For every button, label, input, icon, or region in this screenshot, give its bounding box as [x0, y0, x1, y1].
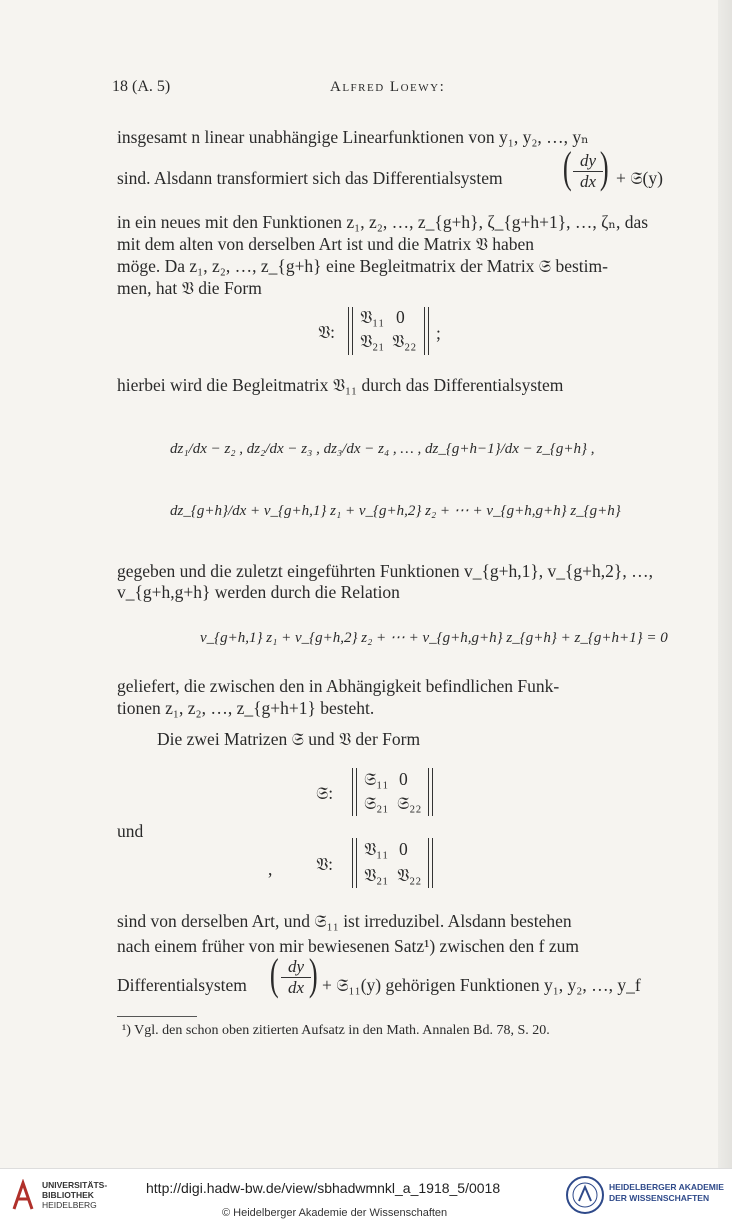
matrix-v2-22: 𝔙₂₂ — [397, 865, 422, 885]
matrix-v-22: 𝔙₂₂ — [392, 331, 417, 351]
text-line-9: v_{g+h,g+h} werden durch die Relation — [117, 582, 400, 602]
matrix-v-bar-left-1 — [348, 307, 349, 355]
fraction-dy-dx — [573, 151, 603, 192]
text-line-16a: Differentialsystem — [117, 975, 247, 995]
numerator-dy: dy — [573, 151, 603, 172]
text-line-11: tionen z₁, z₂, …, z_{g+h+1} besteht. — [117, 698, 375, 718]
university-library-logo-icon — [8, 1179, 38, 1213]
matrix-v-bar-left-2 — [352, 307, 353, 355]
fraction-dy-dx-2 — [281, 957, 311, 998]
text-line-6: men, hat 𝔙 die Form — [117, 278, 262, 298]
denominator-dx-2: dx — [287, 978, 305, 997]
matrix-v2-label: 𝔙: — [316, 854, 334, 874]
right-paren: ) — [599, 143, 609, 192]
page-reference: 18 (A. 5) — [112, 78, 171, 95]
viewer-footer — [0, 1168, 732, 1224]
equation-system-line-2: dz_{g+h}/dx + v_{g+h,1} z₁ + v_{g+h,2} z₂ + ⋯ + v_{g+h,g+h} z_{g+h} — [170, 503, 621, 519]
text-line-10: geliefert, die zwischen den in Abhängigkeit befindlichen Funk- — [117, 676, 560, 696]
library-name-line-2: BIBLIOTHEK — [42, 1190, 94, 1200]
right-paren-2: ) — [308, 950, 318, 999]
matrix-v2-bar-right-1 — [428, 838, 429, 888]
text-line-7: hierbei wird die Begleitmatrix 𝔙₁₁ durch das Differentialsystem — [117, 375, 564, 395]
text-line-5: möge. Da z₁, z₂, …, z_{g+h} eine Begleitmatrix der Matrix 𝔖 bestim- — [117, 256, 608, 276]
matrix-v2-bar-left-1 — [352, 838, 353, 888]
text-line-12: Die zwei Matrizen 𝔖 und 𝔙 der Form — [157, 729, 421, 749]
text-line-8: gegeben und die zuletzt eingeführten Funktionen v_{g+h,1}, v_{g+h,2}, …, — [117, 561, 653, 581]
permalink-url[interactable]: http://digi.hadw-bw.de/view/sbhadwmnkl_a_1918_5/0018 — [146, 1180, 501, 1196]
matrix-v2-bar-left-2 — [356, 838, 357, 888]
matrix-s-label: 𝔖: — [316, 783, 334, 803]
text-line-15: nach einem früher von mir bewiesenen Satz¹) zwischen den f zum — [117, 936, 580, 956]
matrix-s-bar-left-2 — [356, 768, 357, 816]
matrix-s-0: 0 — [399, 769, 408, 789]
matrix-v-label: 𝔙: — [318, 322, 336, 342]
text-line-13: und — [117, 821, 144, 841]
matrix-v-11: 𝔙₁₁ — [360, 307, 385, 327]
text-line-4: mit dem alten von derselben Art ist und die Matrix 𝔙 haben — [117, 234, 535, 254]
left-paren-2: ( — [269, 950, 279, 999]
numerator-dy-2: dy — [281, 957, 311, 978]
text-line-1: insgesamt n linear unabhängige Linearfunktionen von y₁, y₂, …, yₙ — [117, 127, 589, 147]
matrix-v-bar-right-2 — [428, 307, 429, 355]
relation-equation: v_{g+h,1} z₁ + v_{g+h,2} z₂ + ⋯ + v_{g+h,g+h} z_{g+h} + z_{g+h+1} = 0 — [200, 630, 668, 646]
matrix-s-21: 𝔖₂₁ — [364, 793, 389, 813]
text-line-16b: + 𝔖₁₁(y) gehörigen Funktionen y₁, y₂, …, y_f — [322, 975, 641, 995]
footnote: ¹) Vgl. den schon oben zitierten Aufsatz in den Math. Annalen Bd. 78, S. 20. — [122, 1023, 550, 1038]
matrix-v-21: 𝔙₂₁ — [360, 331, 385, 351]
footnote-rule — [117, 1016, 197, 1017]
matrix-v2-bar-right-2 — [432, 838, 433, 888]
copyright-notice: © Heidelberger Akademie der Wissenschaften — [222, 1207, 448, 1219]
page-edge — [718, 0, 732, 1168]
library-name-line-3: HEIDELBERG — [42, 1200, 97, 1210]
text-line-3: in ein neues mit den Funktionen z₁, z₂, …, z_{g+h}, ζ_{g+h+1}, …, ζₙ, das — [117, 212, 649, 232]
matrix-v-bar-right-1 — [424, 307, 425, 355]
matrix-v2-comma: , — [268, 859, 273, 879]
matrix-v-semicolon: ; — [436, 323, 441, 343]
matrix-s-bar-right-1 — [428, 768, 429, 816]
matrix-v2-11: 𝔙₁₁ — [364, 839, 389, 859]
academy-name-line-1: HEIDELBERGER AKADEMIE — [609, 1182, 724, 1192]
library-name-line-1: UNIVERSITÄTS- — [42, 1180, 108, 1190]
academy-seal-icon — [565, 1175, 605, 1215]
left-paren: ( — [562, 143, 572, 192]
matrix-v2-0: 0 — [399, 839, 408, 859]
matrix-v-0: 0 — [396, 307, 405, 327]
equation-system-line-1: dz₁/dx − z₂ , dz₂/dx − z₃ , dz₃/dx − z₄ , … , dz_{g+h−1}/dx − z_{g+h} , — [170, 441, 595, 457]
text-line-14: sind von derselben Art, und 𝔖₁₁ ist irreduzibel. Alsdann bestehen — [117, 911, 572, 931]
text-line-2-right: + 𝔖(y) — [616, 168, 663, 188]
running-head-author: Alfred Loewy: — [330, 79, 446, 95]
matrix-s-bar-left-1 — [352, 768, 353, 816]
matrix-s-bar-right-2 — [432, 768, 433, 816]
matrix-v2-21: 𝔙₂₁ — [364, 865, 389, 885]
text-line-2: sind. Alsdann transformiert sich das Differentialsystem — [117, 168, 503, 188]
matrix-s-22: 𝔖₂₂ — [397, 793, 422, 813]
denominator-dx: dx — [579, 172, 597, 191]
academy-name-line-2: DER WISSENSCHAFTEN — [609, 1193, 710, 1203]
matrix-s-11: 𝔖₁₁ — [364, 769, 389, 789]
